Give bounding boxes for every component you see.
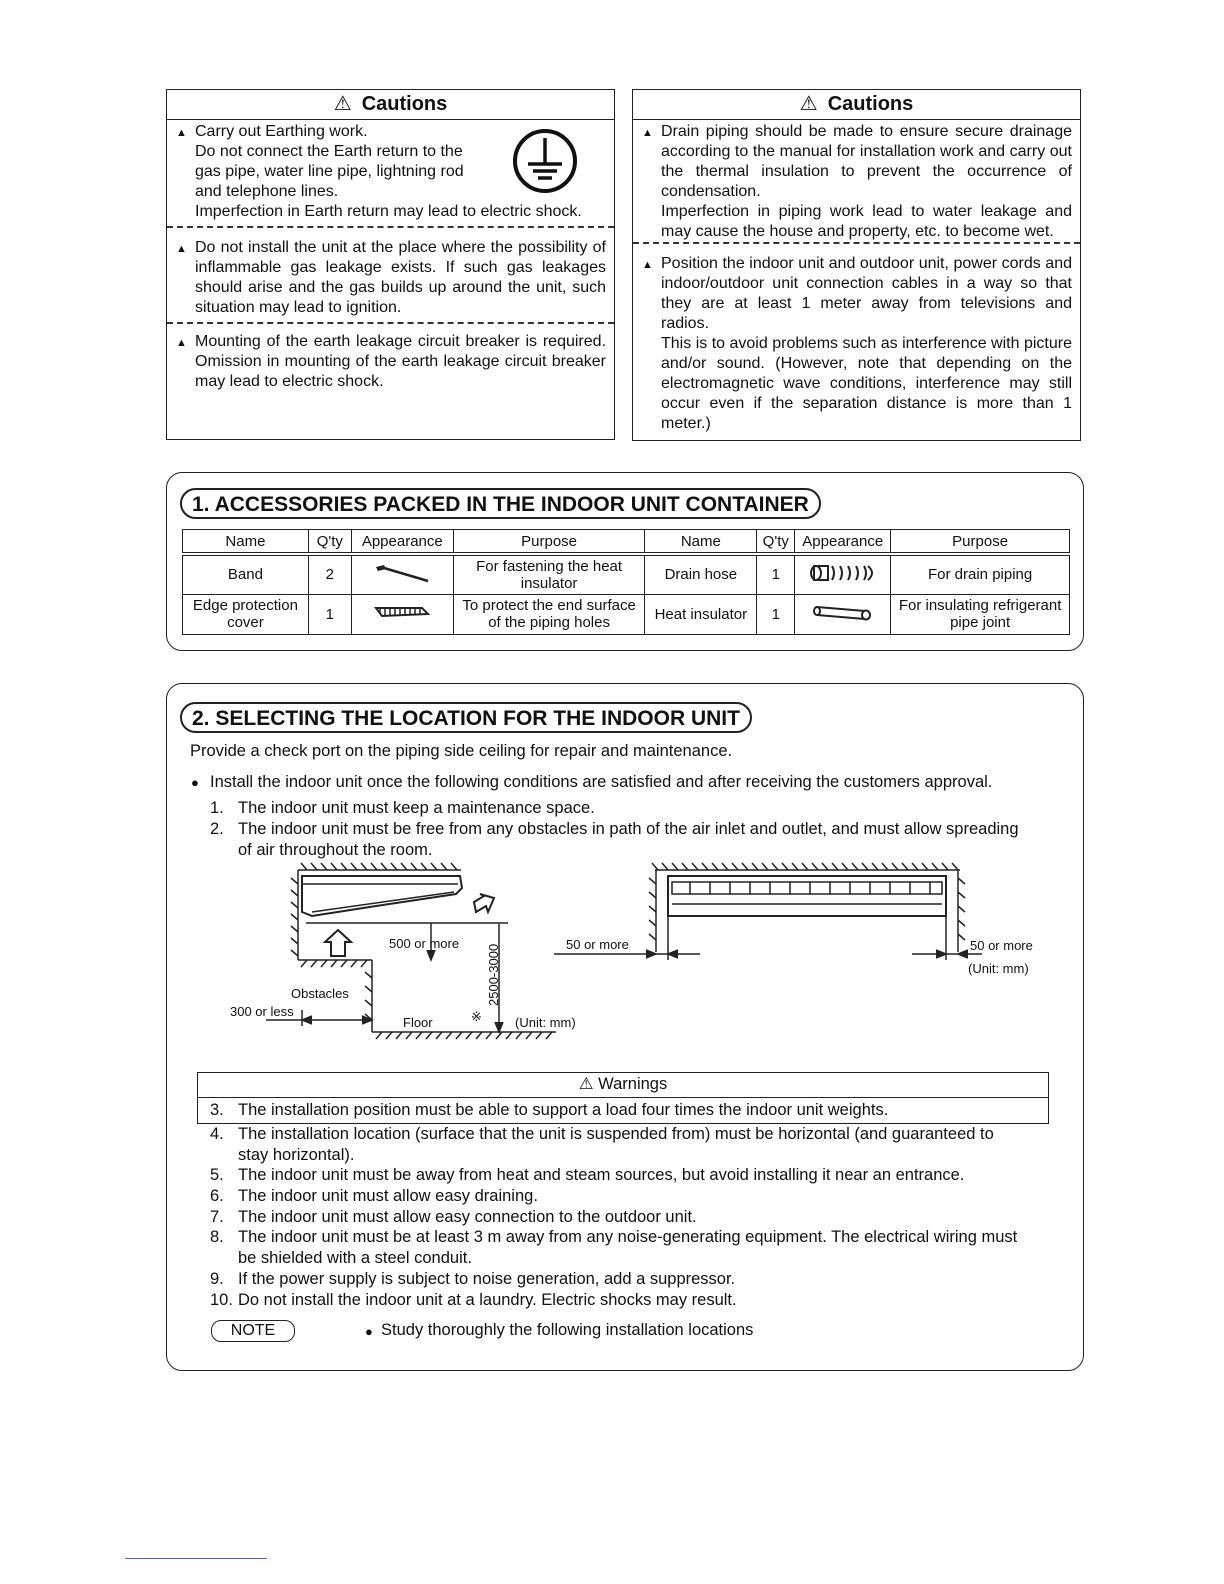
item-text: The indoor unit must be away from heat and steam sources, but avoid installing it near an entrance. bbox=[238, 1166, 965, 1184]
triangle-bullet-icon: ▲ bbox=[176, 127, 187, 139]
band-appearance bbox=[351, 554, 453, 594]
label-500-or-more: 500 or more bbox=[389, 936, 460, 951]
item-text: The indoor unit must allow easy connection to the outdoor unit. bbox=[238, 1208, 697, 1226]
label-2500-3000: 2500-3000 bbox=[486, 943, 501, 1006]
note-text: Study thoroughly the following installation locations bbox=[381, 1321, 754, 1339]
caution-text: This is to avoid problems such as interference with picture and/or sound. (However, note that depending on the electromagnetic wave conditions, interference may still occur even if the separation distance is more than 1 meter.) bbox=[661, 335, 1072, 432]
warnings-header bbox=[197, 1074, 1049, 1095]
triangle-bullet-icon: ▲ bbox=[642, 259, 653, 271]
edge-cover-appearance bbox=[351, 594, 453, 634]
heat-insulator-appearance bbox=[795, 594, 891, 634]
table-cell: For drain piping bbox=[891, 554, 1070, 594]
triangle-bullet-icon: ▲ bbox=[642, 127, 653, 139]
item-number: 1. bbox=[210, 799, 224, 817]
label-50-or-more-left: 50 or more bbox=[566, 937, 629, 952]
caution-text: Mounting of the earth leakage circuit breaker is required. Omission in mounting of the earth leakage circuit breaker may lead to electric shock. bbox=[195, 333, 606, 390]
caution-text: Position the indoor unit and outdoor unit, power cords and indoor/outdoor unit connection cables in a way so that they are at least 1 meter away from televisions and radios. bbox=[661, 255, 1072, 332]
note-badge: NOTE bbox=[211, 1320, 295, 1342]
item-text: The indoor unit must keep a maintenance space. bbox=[238, 799, 595, 817]
earth-ground-icon bbox=[512, 128, 578, 194]
cautions-left-title: Cautions bbox=[361, 93, 448, 115]
section2-bullet: Install the indoor unit once the following conditions are satisfied and after receiving the customers approval. bbox=[210, 773, 993, 791]
cautions-right-title: Cautions bbox=[827, 93, 914, 115]
table-cell: To protect the end surface of the piping holes bbox=[453, 594, 645, 634]
caution-line: Do not connect the Earth return to the bbox=[195, 143, 463, 160]
item-text: of air throughout the room. bbox=[238, 841, 433, 859]
table-cell: For fastening the heat insulator bbox=[453, 554, 645, 594]
item-number: 10. bbox=[210, 1291, 233, 1309]
item-number: 6. bbox=[210, 1187, 224, 1205]
item-text: If the power supply is subject to noise generation, add a suppressor. bbox=[238, 1270, 736, 1288]
caution-text: Do not install the unit at the place where the possibility of inflammable gas leakage exists. If such gas leakages should arise and the gas builds up around the unit, such situation may lead to ignition. bbox=[195, 239, 606, 316]
triangle-bullet-icon: ▲ bbox=[176, 243, 187, 255]
drain-hose-appearance bbox=[795, 554, 891, 594]
item-number: 2. bbox=[210, 820, 224, 838]
item-text: The installation position must be able to support a load four times the indoor unit weights. bbox=[238, 1101, 889, 1119]
cautions-left-box bbox=[166, 89, 615, 440]
item-text: The indoor unit must be at least 3 m away from any noise-generating equipment. The electrical wiring must bbox=[238, 1228, 1018, 1246]
warnings-divider bbox=[197, 1097, 1049, 1098]
section1-title: 1. ACCESSORIES PACKED IN THE INDOOR UNIT CONTAINER bbox=[180, 488, 821, 519]
table-row bbox=[183, 594, 1070, 634]
column-header: Name bbox=[183, 530, 309, 555]
table-cell: 1 bbox=[308, 594, 351, 634]
table-cell: 1 bbox=[757, 594, 795, 634]
unit-label-left: (Unit: mm) bbox=[515, 1015, 576, 1030]
item-number: 8. bbox=[210, 1228, 224, 1246]
caution-line: Carry out Earthing work. bbox=[195, 123, 368, 140]
item-number: 7. bbox=[210, 1208, 224, 1226]
caution-left-item-3 bbox=[167, 324, 614, 396]
warning-triangle-icon: ⚠ bbox=[799, 93, 818, 115]
table-cell: 1 bbox=[757, 554, 795, 594]
band-icon bbox=[372, 562, 432, 584]
table-cell: Band bbox=[183, 554, 309, 594]
caution-text: Imperfection in piping work lead to water leakage and may cause the house and property, etc. to become wet. bbox=[661, 203, 1072, 240]
cautions-left-header bbox=[167, 90, 614, 120]
table-cell: Heat insulator bbox=[645, 594, 757, 634]
table-row bbox=[183, 554, 1070, 594]
edge-protection-cover-icon bbox=[372, 602, 432, 622]
bullet-dot-icon: ● bbox=[365, 1324, 373, 1339]
label-obstacles: Obstacles bbox=[291, 986, 349, 1001]
caution-right-item-2 bbox=[633, 244, 1080, 438]
item-number: 3. bbox=[210, 1101, 224, 1119]
heat-insulator-icon bbox=[811, 602, 875, 622]
front-view-diagram bbox=[550, 860, 1030, 970]
caution-text: Drain piping should be made to ensure secure drainage according to the manual for installation work and carry out the thermal insulation to prevent the occurrence of condensation. bbox=[661, 123, 1072, 200]
item-text: stay horizontal). bbox=[238, 1146, 355, 1164]
item-text: be shielded with a steel conduit. bbox=[238, 1249, 472, 1267]
item-number: 5. bbox=[210, 1166, 224, 1184]
table-cell: Drain hose bbox=[645, 554, 757, 594]
column-header: Appearance bbox=[351, 530, 453, 555]
drain-hose-icon bbox=[808, 562, 878, 584]
footer-rule bbox=[125, 1558, 267, 1559]
triangle-bullet-icon: ▲ bbox=[176, 337, 187, 349]
item-text: The installation location (surface that the unit is suspended from) must be horizontal (and guaranteed to bbox=[238, 1125, 994, 1143]
bullet-dot-icon: ● bbox=[191, 775, 199, 790]
column-header: Purpose bbox=[891, 530, 1070, 555]
accessories-table bbox=[182, 529, 1070, 635]
table-cell: Edge protection cover bbox=[183, 594, 309, 634]
column-header: Name bbox=[645, 530, 757, 555]
item-text: The indoor unit must be free from any obstacles in path of the air inlet and outlet, and must allow spreading bbox=[238, 820, 1019, 838]
table-cell: For insulating refrigerant pipe joint bbox=[891, 594, 1070, 634]
cautions-right-box bbox=[632, 89, 1081, 441]
warning-triangle-icon: ⚠ bbox=[578, 1075, 594, 1093]
unit-label-right: (Unit: mm) bbox=[968, 961, 1029, 976]
caution-right-item-1 bbox=[633, 120, 1080, 244]
section2-intro: Provide a check port on the piping side ceiling for repair and maintenance. bbox=[190, 742, 733, 760]
label-floor: Floor bbox=[403, 1015, 433, 1030]
table-cell: 2 bbox=[308, 554, 351, 594]
label-300-or-less: 300 or less bbox=[230, 1004, 294, 1019]
label-50-or-more-right: 50 or more bbox=[970, 938, 1033, 953]
column-header: Q'ty bbox=[757, 530, 795, 555]
column-header: Purpose bbox=[453, 530, 645, 555]
caution-line: Imperfection in Earth return may lead to electric shock. bbox=[195, 203, 582, 220]
label-mark: ※ bbox=[471, 1009, 482, 1024]
item-text: Do not install the indoor unit at a laundry. Electric shocks may result. bbox=[238, 1291, 737, 1309]
item-text: The indoor unit must allow easy draining. bbox=[238, 1187, 538, 1205]
caution-left-item-1 bbox=[167, 120, 614, 228]
table-header-row bbox=[183, 530, 1070, 555]
caution-line: and telephone lines. bbox=[195, 183, 339, 200]
section2-title: 2. SELECTING THE LOCATION FOR THE INDOOR UNIT bbox=[180, 702, 752, 733]
column-header: Q'ty bbox=[308, 530, 351, 555]
item-number: 9. bbox=[210, 1270, 224, 1288]
caution-line: gas pipe, water line pipe, lightning rod bbox=[195, 163, 464, 180]
cautions-right-header bbox=[633, 90, 1080, 120]
column-header: Appearance bbox=[795, 530, 891, 555]
warning-triangle-icon: ⚠ bbox=[333, 93, 352, 115]
item-number: 4. bbox=[210, 1125, 224, 1143]
caution-left-item-2 bbox=[167, 228, 614, 324]
warnings-title: Warnings bbox=[598, 1075, 668, 1093]
